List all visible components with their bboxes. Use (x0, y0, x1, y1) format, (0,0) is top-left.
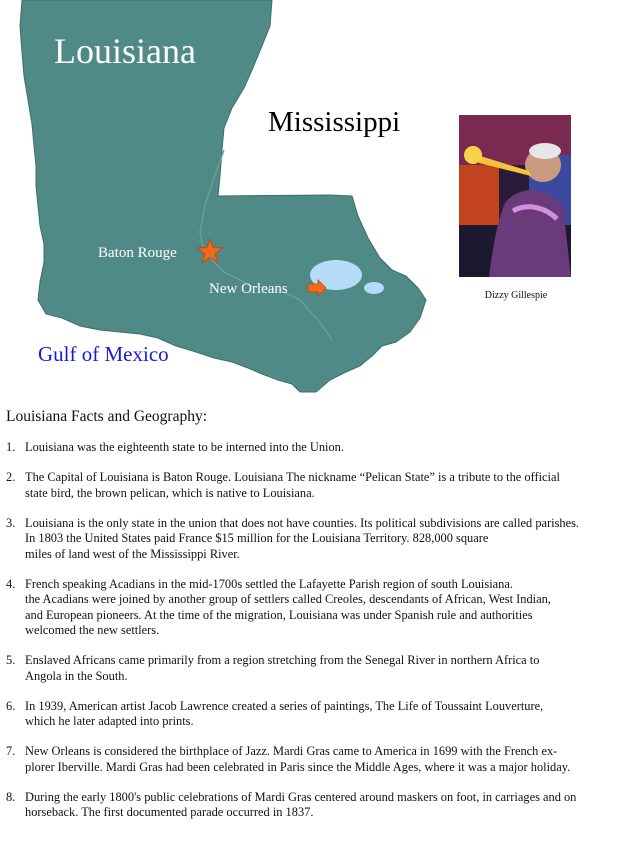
fact-number: 6. (6, 698, 16, 713)
fact-item (6, 440, 618, 456)
fact-number: 4. (6, 576, 16, 591)
gulf-label: Gulf of Mexico (38, 342, 169, 366)
fact-line: horseback. The first documented parade occurred in 1837. (25, 805, 314, 819)
fact-line: New Orleans is considered the birthplace of Jazz. Mardi Gras came to America in 1699 with the French ex- (25, 744, 558, 758)
capital-city-label: Baton Rouge (98, 245, 177, 261)
portrait-caption: Dizzy Gillespie (484, 290, 548, 301)
louisiana-map (0, 0, 450, 400)
portrait-image (459, 115, 571, 277)
fact-line: In 1803 the United States paid France $15 million for the Louisiana Territory. 828,000 square (25, 531, 489, 545)
map-title: Louisiana (54, 31, 196, 71)
fact-line: During the early 1800's public celebrations of Mardi Gras centered around maskers on foot, in carriages and on (25, 789, 577, 804)
fact-line: Louisiana is the only state in the union that does not have counties. Its political subdivisions are called parishes. (25, 515, 580, 530)
fact-line: plorer Iberville. Mardi Gras had been celebrated in Paris since the Middle Ages, where it was a major holiday. (25, 759, 571, 774)
fact-line: French speaking Acadians in the mid-1700s settled the Lafayette Parish region of south Louisiana. (25, 576, 513, 591)
fact-item (6, 516, 618, 563)
fact-number: 1. (6, 440, 16, 454)
fact-item (6, 790, 618, 821)
facts-list (6, 440, 618, 835)
major-city-label: New Orleans (209, 281, 288, 297)
fact-item (6, 744, 618, 775)
fact-number: 3. (6, 515, 16, 530)
neighbor-state-label: Mississippi (268, 106, 401, 138)
fact-number: 5. (6, 653, 16, 667)
fact-line: Louisiana was the eighteenth state to be interned into the Union. (25, 440, 344, 454)
fact-line: state bird, the brown pelican, which is native to Louisiana. (25, 485, 315, 500)
fact-number: 7. (6, 744, 16, 758)
fact-line: In 1939, American artist Jacob Lawrence created a series of paintings, The Life of Toussaint Louverture, (25, 698, 544, 713)
fact-line: Angola in the South. (25, 668, 128, 683)
fact-item (6, 470, 618, 501)
fact-line: welcomed the new settlers. (25, 623, 160, 637)
fact-item (6, 577, 618, 639)
fact-item (6, 699, 618, 730)
fact-line: miles of land west of the Mississippi River. (25, 546, 240, 561)
fact-number: 8. (6, 789, 16, 804)
fact-line: the Acadians were joined by another group of settlers called Creoles, descendants of African, West Indian, (25, 592, 551, 606)
fact-number: 2. (6, 470, 16, 484)
lake-borgne (364, 282, 384, 294)
fact-line: which he later adapted into prints. (25, 714, 194, 728)
fact-line: Enslaved Africans came primarily from a region stretching from the Senegal River in northern Africa to (25, 653, 540, 667)
fact-line: The Capital of Louisiana is Baton Rouge. Louisiana The nickname “Pelican State” is a tribute to the official (25, 470, 560, 484)
fact-line: and European pioneers. At the time of the migration, Louisiana was under Spanish rule and authorities (25, 607, 533, 622)
facts-heading: Louisiana Facts and Geography: (6, 408, 208, 425)
fact-item (6, 653, 618, 684)
